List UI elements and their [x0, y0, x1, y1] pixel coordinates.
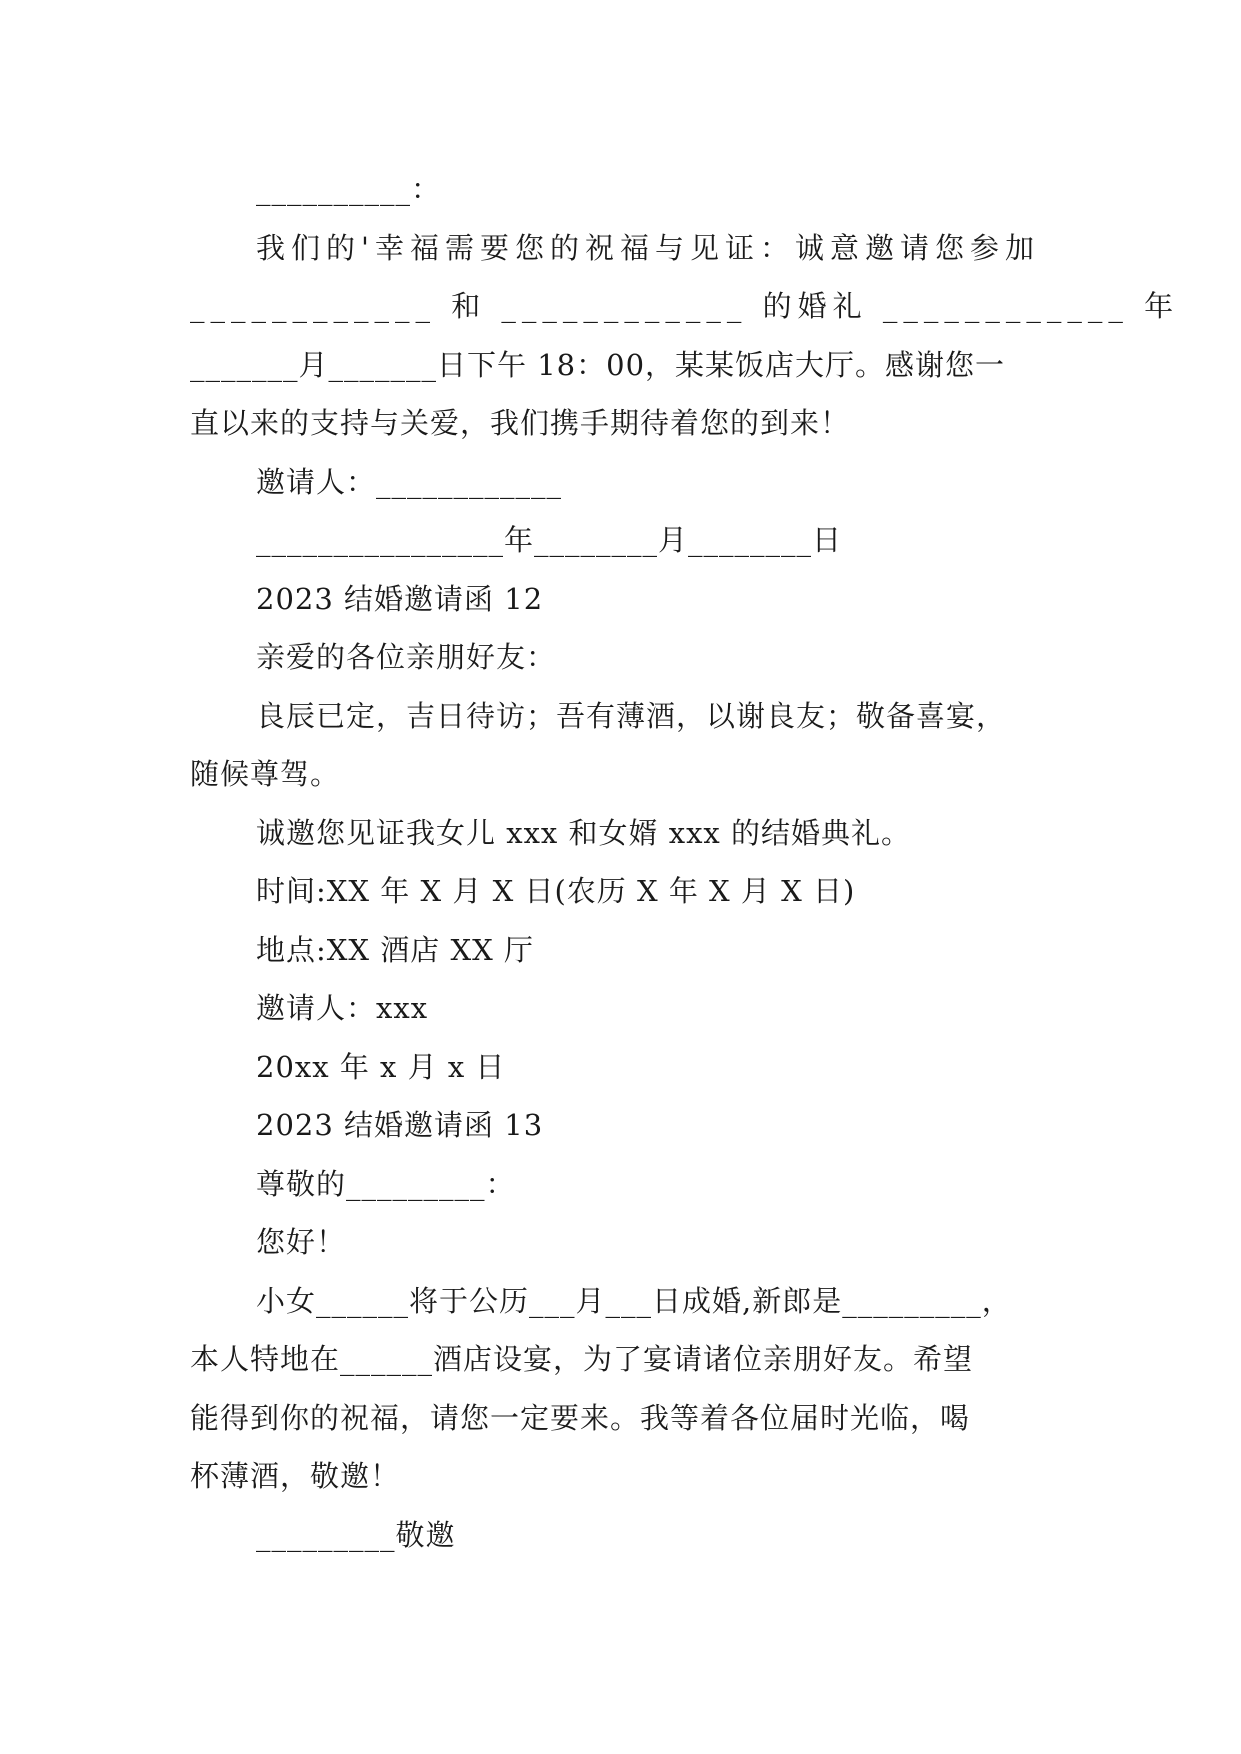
- time-line: 时间:XX 年 X 月 X 日(农历 X 年 X 月 X 日): [256, 874, 856, 908]
- paragraph-13-line-3: 能得到你的祝福，请您一定要来。我等着各位届时光临，喝: [190, 1400, 971, 1435]
- paragraph-13-line-4: 杯薄酒，敬邀！: [190, 1459, 401, 1493]
- invitation-paragraph-line-3: _______月_______日下午 18：00，某某饭店大厅。感谢您一: [190, 347, 1006, 382]
- section-heading-12: 2023 结婚邀请函 12: [256, 581, 544, 616]
- location-line: 地点:XX 酒店 XX 厅: [256, 932, 535, 967]
- date-blank-line: ________________年________月________日: [256, 523, 843, 557]
- invitation-paragraph-line-4: 直以来的支持与关爱，我们携手期待着您的到来！: [190, 406, 851, 440]
- hello-line: 您好！: [256, 1225, 347, 1259]
- inviter-line: 邀请人：____________: [256, 464, 563, 499]
- date-line-12: 20xx 年 x 月 x 日: [256, 1049, 506, 1084]
- inviter-line-12: 邀请人：xxx: [256, 991, 429, 1025]
- invitation-paragraph-line-2: ____________ 和 ____________ 的婚礼 ____________ 年: [190, 289, 1180, 323]
- invite-witness-line: 诚邀您见证我女儿 xxx 和女婿 xxx 的结婚典礼。: [256, 815, 912, 850]
- paragraph-12-line-1: 良辰已定，吉日待访；吾有薄酒，以谢良友；敬备喜宴，: [256, 698, 1007, 733]
- signature-line: _________敬邀: [256, 1517, 456, 1552]
- document-body: [190, 160, 1180, 1564]
- respectful-salutation-line: 尊敬的_________：: [256, 1166, 516, 1201]
- paragraph-13-line-2: 本人特地在______酒店设宴，为了宴请诸位亲朋好友。希望: [190, 1342, 974, 1376]
- salutation-blank-line: __________：: [256, 172, 442, 206]
- greeting-line: 亲爱的各位亲朋好友：: [256, 640, 557, 674]
- paragraph-12-line-2: 随候尊驾。: [190, 757, 341, 791]
- invitation-paragraph-line-1: 我们的'幸福需要您的祝福与见证：诚意邀请您参加: [256, 230, 1040, 265]
- section-heading-13: 2023 结婚邀请函 13: [256, 1108, 544, 1142]
- paragraph-13-line-1: 小女______将于公历___月___日成婚,新郎是_________，: [256, 1283, 1012, 1318]
